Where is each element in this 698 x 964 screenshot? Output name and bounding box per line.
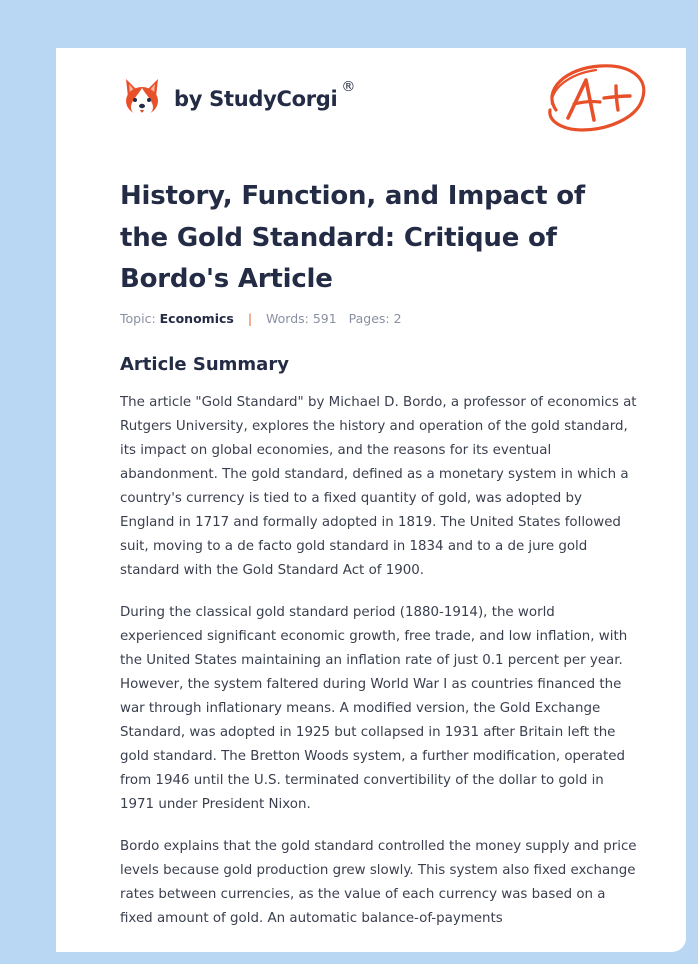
page-title: History, Function, and Impact of the Gold Standard: Critique of Bordo's Article: [120, 181, 585, 294]
article-body: [120, 391, 640, 949]
paragraph: During the classical gold standard period (1880-1914), the world experienced significant economic growth, free trade, and low inflation, with the United States maintaining an inflation rate of just 0.1 percent per year. However, the system faltered during World War I as countries financed the war through inflationary means. A modified version, the Gold Exchange Standard, was adopted in 1925 but collapsed in 1931 after Britain left the gold standard. The Bretton Woods system, a further modification, operated from 1946 until the U.S. terminated convertibility of the dollar to gold in 1971 under President Nixon.: [120, 605, 628, 812]
registered-mark: ®: [341, 79, 356, 95]
topic-link[interactable]: Economics: [159, 311, 234, 326]
document-card: [56, 48, 686, 952]
pages-count: 2: [393, 311, 402, 326]
section-heading: Article Summary: [120, 354, 289, 375]
paragraph: Bordo explains that the gold standard controlled the money supply and price levels because gold production grew slowly. This system also fixed exchange rates between currencies, as the value of each currency was based on a fixed amount of gold. An automatic balance-of-payments: [120, 839, 637, 926]
topic-label: Topic:: [120, 311, 156, 326]
corgi-logo-icon: [122, 75, 162, 119]
words-label: Words:: [266, 311, 309, 326]
paragraph: The article "Gold Standard" by Michael D. Bordo, a professor of economics at Rutgers University, explores the history and operation of the gold standard, its impact on global economies, and the reasons for its eventual abandonment. The gold standard, defined as a monetary system in which a country's currency is tied to a fixed quantity of gold, was adopted by England in 1717 and formally adopted in 1819. The United States followed suit, moving to a de facto gold standard in 1834 and to a de jure gold standard with the Gold Standard Act of 1900.: [120, 395, 637, 578]
grade-badge: [538, 60, 650, 144]
brand-logo[interactable]: [122, 75, 355, 119]
brand-name: by StudyCorgi: [174, 87, 338, 111]
article-meta: [120, 311, 402, 326]
meta-separator: |: [247, 311, 253, 326]
words-count: 591: [312, 311, 337, 326]
pages-label: Pages:: [348, 311, 390, 326]
